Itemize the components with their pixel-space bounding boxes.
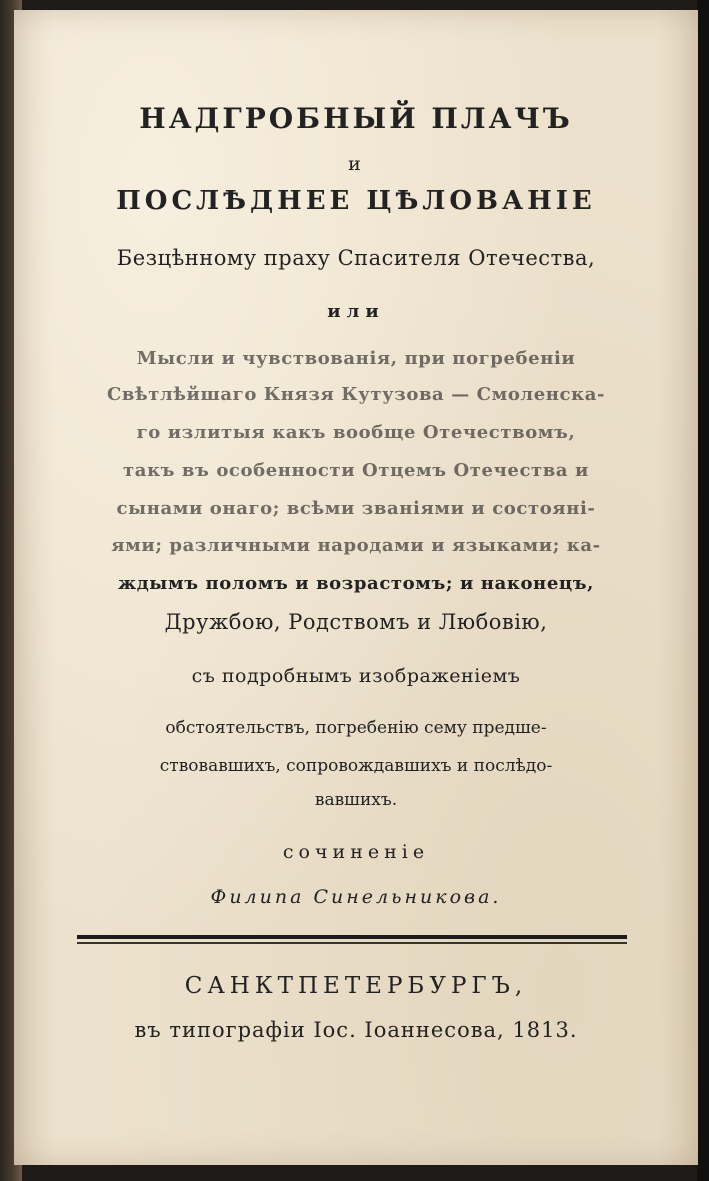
page-edge-border [697,0,709,1181]
body-line-8: Дружбою, Родствомъ и Любовію, [164,610,548,634]
conjunction-or: или [327,301,385,322]
author-name: Филипа Синельникова. [210,886,502,908]
detail-line-4: вавшихъ. [314,790,398,810]
rule-thick-line [77,935,627,939]
publication-city: САНКТПЕТЕРБУРГЪ, [184,973,528,999]
body-line-5: сынами онаго; всѣми званіями и состояні- [116,498,596,519]
title-page [14,10,698,1165]
double-rule-divider [77,935,627,947]
detail-line-3: ствовавшихъ, сопровождавшихъ и послѣдо- [159,756,553,776]
subtitle-dedication: Безцѣнному праху Спасителя Отечества, [116,246,596,270]
body-line-7: ждымъ поломъ и возрастомъ; и наконецъ, [117,573,595,594]
title-line-2: ПОСЛѢДНЕЕ ЦѢЛОВАНІЕ [116,186,596,216]
detail-line-1: съ подробнымъ изображеніемъ [191,665,521,687]
body-line-3: го излитыя какъ вообще Отечествомъ, [136,422,576,443]
title-line-1: НАДГРОБНЫЙ ПЛАЧЪ [139,102,573,135]
body-line-4: такъ въ особенности Отцемъ Отечества и [123,460,589,481]
body-line-1: Мысли и чувствованія, при погребеніи [136,348,576,369]
conjunction-and: и [348,153,364,175]
rule-thin-line [77,942,627,944]
printer-imprint: въ типографіи Іос. Іоаннесова, 1813. [134,1018,578,1042]
composition-label: сочиненіе [282,841,430,863]
detail-line-2: обстоятельствъ, погребенію сему предше- [165,718,547,738]
body-line-6: ями; различными народами и языками; ка- [111,535,601,556]
body-line-2: Свѣтлѣйшаго Князя Кутузова — Смоленска- [106,384,606,405]
